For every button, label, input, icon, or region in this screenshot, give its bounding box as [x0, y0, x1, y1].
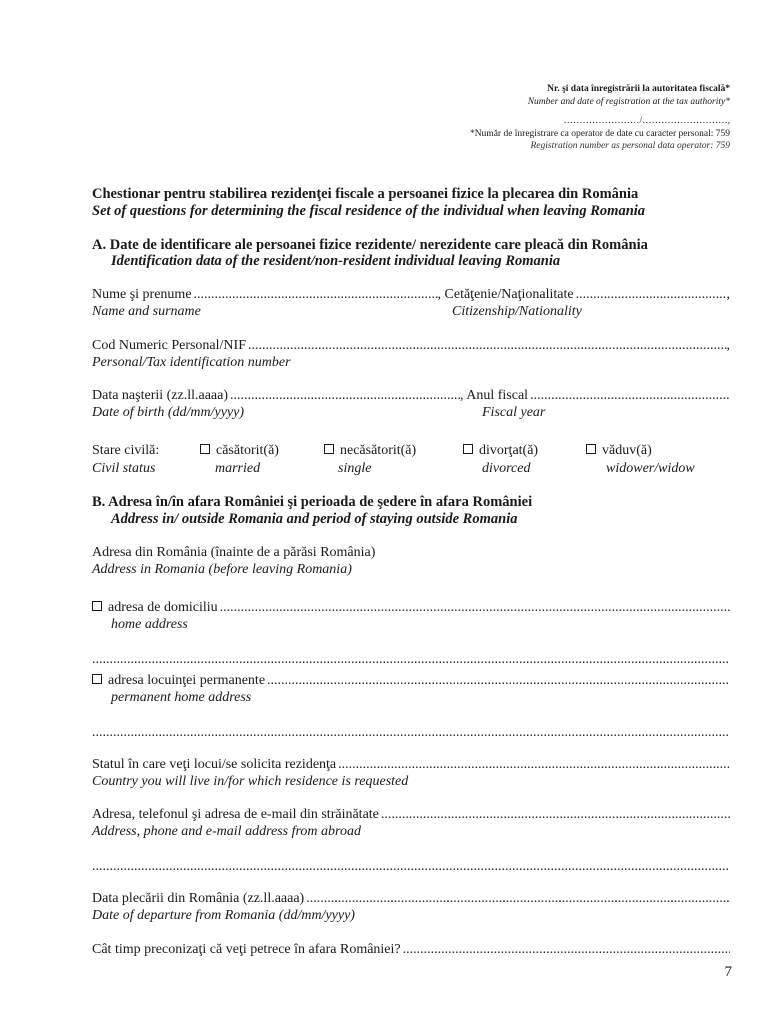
permanent-home-row [92, 673, 730, 689]
section-b-heading-en: Address in/ outside Romania and period of staying outside Romania [111, 511, 518, 527]
citizenship-field[interactable] [576, 287, 727, 303]
option-divorced[interactable] [463, 443, 538, 459]
permanent-home-extra-row [92, 725, 730, 741]
dob-label: Data naşterii (zz.ll.aaaa) [92, 388, 229, 403]
checkbox[interactable] [324, 444, 334, 454]
option-label: divorţat(ă) [479, 443, 539, 458]
abroad-address-row [92, 807, 730, 823]
fiscal-year-label-en: Fiscal year [482, 405, 546, 420]
fiscal-year-label: , Anul fiscal [460, 388, 529, 403]
citizenship-label: , Cetăţenie/Naţionalitate [437, 287, 574, 302]
home-address-label-en: home address [111, 617, 188, 632]
duration-label: Cât timp preconizaţi că veţi petrece în afara României? [92, 942, 401, 957]
abroad-address-field[interactable] [381, 807, 730, 823]
option-label: căsătorit(ă) [216, 443, 279, 458]
registration-field[interactable]: ……………………/………………………, [563, 116, 730, 126]
abroad-address-label-en: Address, phone and e-mail address from abroad [92, 824, 361, 839]
abroad-address-extra-row [92, 859, 730, 875]
section-a-heading: A. Date de identificare ale persoanei fizice rezidente/ nerezidente care pleacă din România [92, 237, 648, 253]
operator-label: *Număr de înregistrare ca operator de date cu caracter personal: 759 [469, 129, 730, 139]
address-romania-label: Adresa din România (înainte de a părăsi România) [92, 545, 376, 560]
option-label-en: single [338, 461, 372, 476]
country-field[interactable] [338, 757, 730, 773]
departure-label-en: Date of departure from Romania (dd/mm/yyyy) [92, 908, 355, 923]
checkbox[interactable] [586, 444, 596, 454]
cnp-label: Cod Numeric Personal/NIF [92, 338, 246, 353]
section-b-heading: B. Adresa în/în afara României şi perioada de şedere în afara României [92, 494, 533, 510]
permanent-home-field[interactable] [267, 673, 730, 689]
name-citizenship-row [92, 287, 730, 303]
operator-label-en: Registration number as personal data operator: 759 [530, 141, 730, 151]
dob-label-en: Date of birth (dd/mm/yyyy) [92, 405, 245, 420]
departure-label: Data plecării din România (zz.ll.aaaa) [92, 891, 305, 906]
fiscal-year-field[interactable] [530, 388, 730, 404]
name-field[interactable] [194, 287, 438, 303]
section-a-heading-en: Identification data of the resident/non-resident individual leaving Romania [111, 253, 561, 269]
dob-fiscal-row [92, 388, 730, 404]
name-label: Nume şi prenume [92, 287, 192, 302]
address-romania-label-en: Address in Romania (before leaving Romania) [92, 562, 352, 577]
option-married[interactable] [200, 443, 279, 459]
registration-label-en: Number and date of registration at the tax authority* [527, 97, 730, 107]
permanent-home-field-2[interactable] [92, 725, 730, 741]
permanent-home-label-en: permanent home address [111, 690, 252, 705]
cnp-row [92, 338, 730, 354]
home-address-row [92, 600, 730, 616]
option-label: văduv(ă) [602, 443, 652, 458]
page-number: 7 [724, 964, 732, 980]
abroad-address-label: Adresa, telefonul şi adresa de e-mail din străinătate [92, 807, 379, 822]
home-address-field[interactable] [220, 600, 730, 616]
name-label-en: Name and surname [92, 304, 201, 319]
home-address-label: adresa de domiciliu [108, 600, 218, 615]
registration-label: Nr. şi data înregistrării la autoritatea fiscală* [547, 84, 730, 94]
civil-status-label-en: Civil status [92, 461, 156, 476]
checkbox[interactable] [200, 444, 210, 454]
duration-row [92, 942, 730, 958]
country-label-en: Country you will live in/for which residence is requested [92, 774, 409, 789]
cnp-label-en: Personal/Tax identification number [92, 355, 291, 370]
duration-field[interactable] [403, 942, 730, 958]
abroad-address-field-2[interactable] [92, 859, 730, 875]
option-widowed[interactable] [586, 443, 652, 459]
checkbox[interactable] [92, 674, 102, 684]
country-row [92, 757, 730, 773]
comma: , [726, 287, 730, 302]
form-title: Chestionar pentru stabilirea rezidenţei fiscale a persoanei fizice la plecarea din România [92, 186, 639, 202]
departure-field[interactable] [306, 891, 730, 907]
option-label-en: married [215, 461, 261, 476]
citizenship-label-en: Citizenship/Nationality [452, 304, 582, 319]
checkbox[interactable] [92, 601, 102, 611]
option-label-en: divorced [482, 461, 531, 476]
dob-field[interactable] [230, 388, 460, 404]
departure-row [92, 891, 730, 907]
permanent-home-label: adresa locuinţei permanente [108, 673, 266, 688]
option-single[interactable] [324, 443, 416, 459]
civil-status-label: Stare civilă: [92, 443, 160, 458]
option-label-en: widower/widow [606, 461, 695, 476]
country-label: Statul în care veţi locui/se solicita rezidenţa [92, 757, 337, 772]
cnp-field[interactable] [248, 338, 727, 354]
checkbox[interactable] [463, 444, 473, 454]
home-address-extra-row [92, 652, 730, 668]
form-title-en: Set of questions for determining the fiscal residence of the individual when leaving Romania [92, 203, 646, 219]
option-label: necăsătorit(ă) [340, 443, 417, 458]
home-address-field-2[interactable] [92, 652, 730, 668]
comma: , [726, 338, 730, 353]
